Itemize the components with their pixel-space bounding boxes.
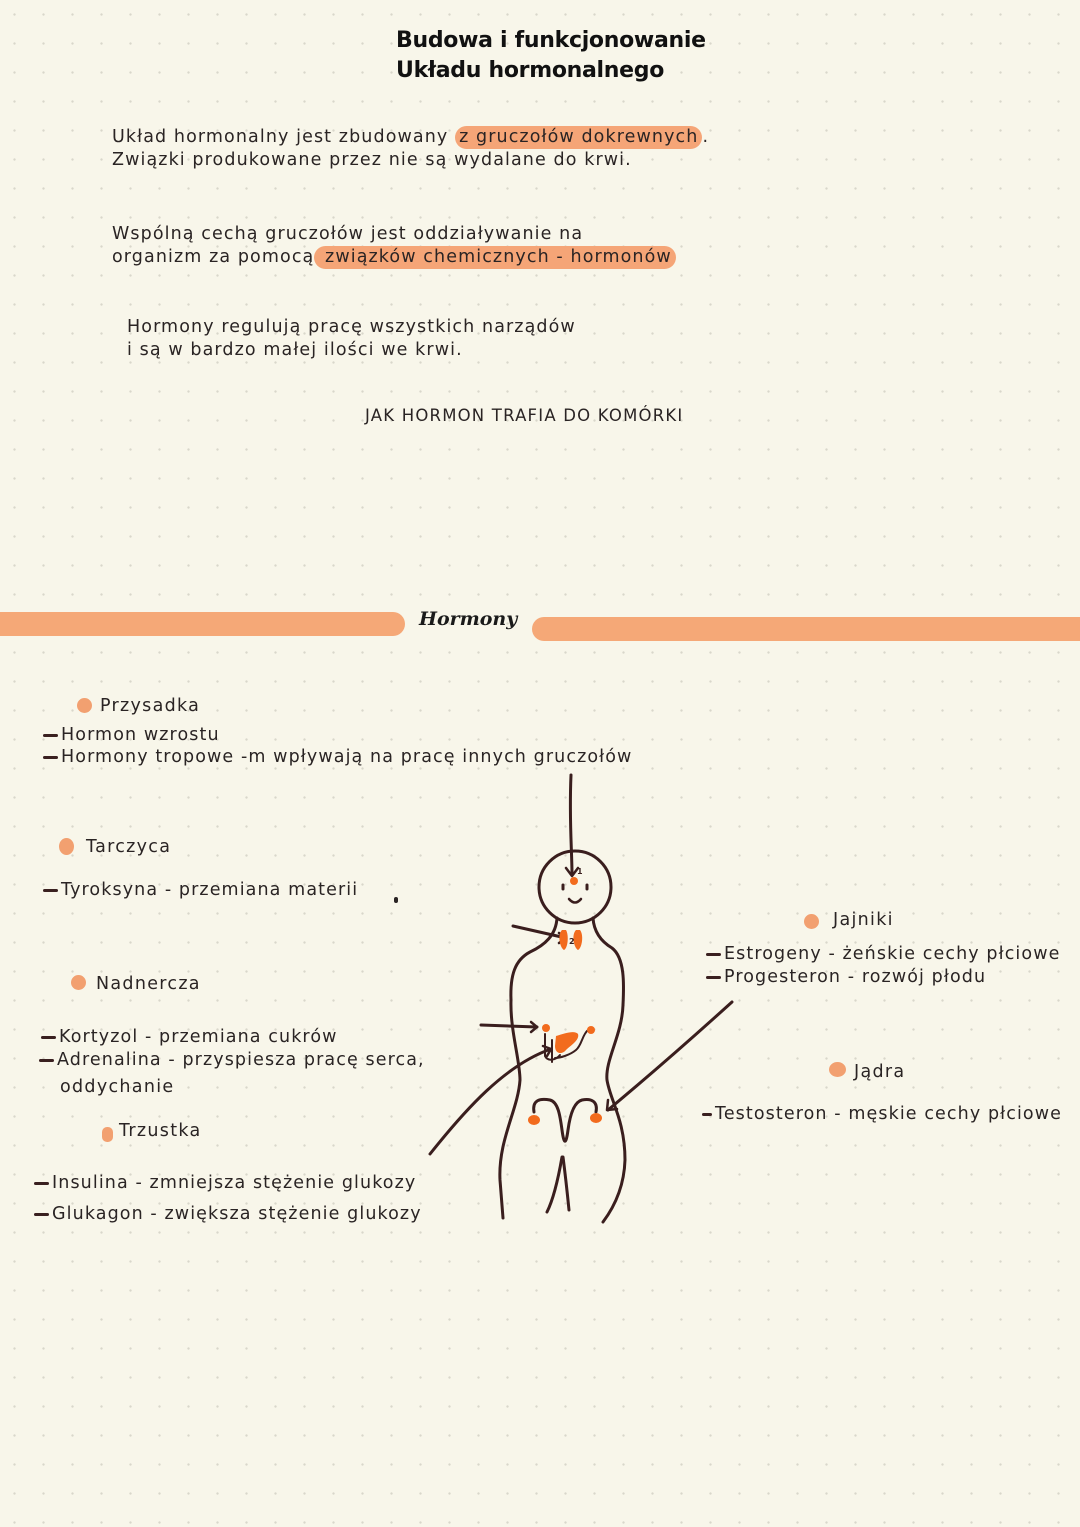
intro-paragraph-3 [127,316,576,362]
bullet-dot-icon [102,1127,113,1142]
bullet-dot-icon [59,838,74,855]
intro-paragraph-1 [112,126,709,172]
highlight-glands: z gruczołów dokrewnych [455,126,702,149]
list-item [43,725,220,745]
body-diagram [420,770,740,1230]
highlight-hormones: związków chemicznych - hormonów [314,246,675,269]
adrenal-left [542,1024,550,1032]
dash-icon [34,1182,49,1185]
divider-bar-right [532,617,1080,641]
list-item [34,1173,416,1193]
arrow-adrenal [481,1025,537,1027]
list-item [706,944,1060,964]
item-text: Hormon wzrostu [61,725,220,745]
bullet-dot-icon [804,914,819,929]
item-text: Progesteron - rozwój płodu [724,967,987,987]
thyroid-left [559,930,567,950]
p2-text: organizm za pomocą [112,247,315,267]
item-text: Insulina - zmniejsza stężenie glukozy [52,1173,417,1193]
item-text: Testosteron - męskie cechy płciowe [715,1104,1062,1124]
item-text: Adrenalina - przyspiesza pracę serca, [57,1050,425,1070]
bullet-dot-icon [71,975,86,990]
list-item [702,1104,1062,1124]
label-1: 1 [577,867,583,876]
gland-przysadka: Przysadka [100,696,201,716]
gland-jajniki: Jajniki [833,910,894,930]
gland-jadra: Jądra [854,1062,906,1082]
pituitary-gland [570,877,578,885]
gland-nadnercza: Nadnercza [96,974,201,994]
item-text: Glukagon - zwiększa stężenie glukozy [52,1204,422,1224]
bullet-dot-icon [829,1062,846,1077]
p1-text: Układ hormonalny jest zbudowany [112,127,456,147]
thyroid-right [573,930,582,950]
item-text: Estrogeny - żeńskie cechy płciowe [724,944,1061,964]
dash-icon [43,734,58,737]
gland-tarczyca: Tarczyca [86,837,172,857]
dash-icon [43,756,58,759]
arrow-ovaries [608,1002,732,1110]
gland-trzustka: Trzustka [119,1121,202,1141]
body-left-side [500,1000,520,1218]
title-line-1: Budowa i funkcjonowanie [396,28,706,53]
dash-icon [43,889,58,892]
dash-icon [34,1213,49,1216]
intro-paragraph-2 [112,223,676,269]
arrow-pituitary [570,775,572,875]
p1-line-2: Związki produkowane przez nie są wydalane do krwi. [112,150,632,170]
uterus-outline [534,1099,597,1141]
gland-markers [528,877,602,1125]
body-right-side [603,1005,625,1222]
p3-line-2: i są w bardzo małej ilości we krwi. [127,340,463,360]
ovary-right [590,1113,602,1123]
list-item [43,880,358,900]
label-2: 2 [569,937,575,946]
bullet-dot-icon [77,698,92,713]
list-item [41,1027,338,1047]
section-title: Hormony [419,608,518,630]
item-continuation: oddychanie [60,1077,175,1097]
arrow-thyroid [513,926,566,938]
head-outline [539,851,611,923]
divider-bar-left [0,612,405,636]
list-item [43,747,632,767]
p1-period: . [702,127,710,147]
item-text: Kortyzol - przemiana cukrów [59,1027,338,1047]
p3-line-1: Hormony regulują pracę wszystkich narządów [127,317,576,337]
dash-icon [41,1036,56,1039]
list-item [34,1204,422,1224]
page-title [396,26,706,86]
arrow-pancreas [430,1049,551,1154]
item-text: Hormony tropowe -m wpływają na pracę innych gruczołów [61,747,633,767]
p2-line-1: Wspólną cechą gruczołów jest oddziaływanie na [112,224,584,244]
title-line-2: Układu hormonalnego [396,58,665,83]
list-item [39,1050,425,1070]
body-right-shoulder [593,918,624,1005]
list-item [706,967,986,987]
subheading: JAK HORMON TRAFIA DO KOMÓRKI [365,406,684,425]
adrenal-right [587,1026,595,1034]
dash-icon [39,1059,54,1062]
item-text: Tyroksyna - przemiana materii [61,880,359,900]
ovary-left [528,1115,540,1125]
stray-mark [394,897,398,903]
